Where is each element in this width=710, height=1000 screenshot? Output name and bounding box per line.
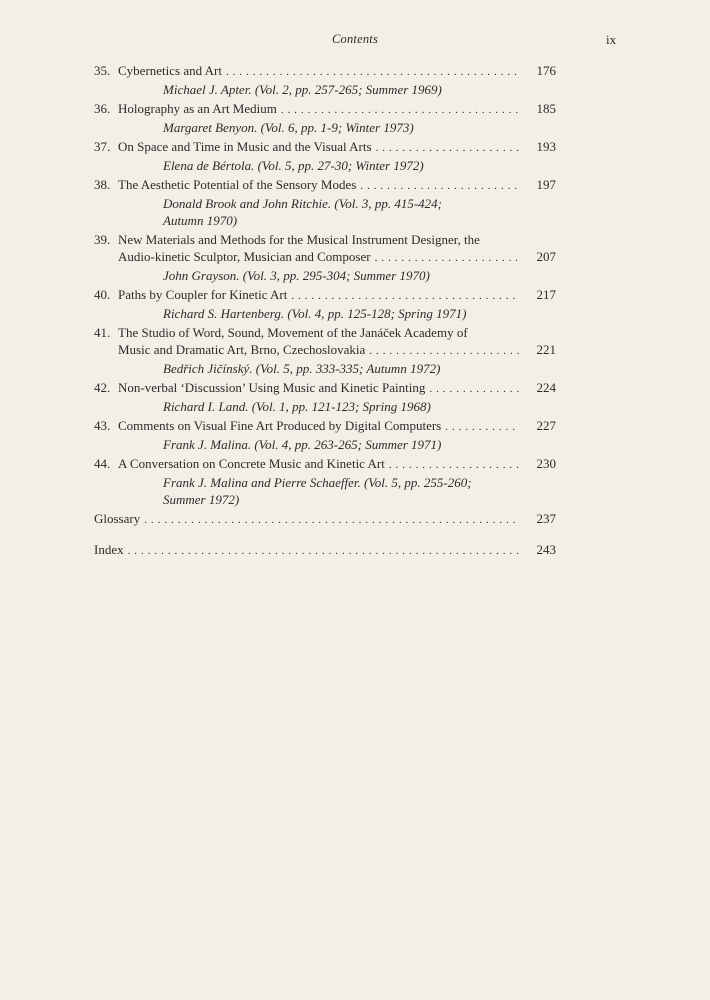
- running-head: Contents: [331, 32, 379, 46]
- entry-page: 185: [536, 101, 556, 116]
- entry-author: Michael J. Apter. (Vol. 2, pp. 257-265; Summer 1969): [163, 82, 442, 97]
- entry-page: 193: [536, 139, 556, 154]
- entry-number: 37.: [94, 139, 111, 154]
- entry-number: 42.: [94, 380, 111, 395]
- entry-page: 207: [536, 249, 556, 264]
- entry-page: 221: [536, 342, 556, 357]
- entry-number: 38.: [94, 177, 111, 192]
- entry-number: 35.: [94, 63, 111, 78]
- entry-title-cont: Music and Dramatic Art, Brno, Czechoslovakia . . .: [118, 341, 519, 360]
- table-of-contents: [94, 62, 556, 561]
- entry-number: 40.: [94, 287, 111, 302]
- entry-author: John Grayson. (Vol. 3, pp. 295-304; Summer 1970): [163, 268, 430, 283]
- entry-page: 227: [536, 418, 556, 433]
- entry-page: 230: [536, 456, 556, 471]
- index-title: Index . . .: [94, 541, 519, 560]
- entry-author: Frank J. Malina and Pierre Schaeffer. (Vol. 5, pp. 255-260;: [163, 475, 472, 490]
- entry-author: Donald Brook and John Ritchie. (Vol. 3, pp. 415-424;: [163, 196, 442, 211]
- toc-glossary: [94, 510, 556, 529]
- entry-number: 39.: [94, 232, 111, 247]
- entry-number: 43.: [94, 418, 111, 433]
- toc-entry-38: [94, 176, 556, 229]
- toc-entry-42: [94, 379, 556, 415]
- entry-title: New Materials and Methods for the Musical Instrument Designer, the: [118, 232, 480, 247]
- entry-author: Bedřich Jičínský. (Vol. 5, pp. 333-335; Autumn 1972): [163, 361, 441, 376]
- glossary-page: 237: [536, 511, 556, 526]
- toc-entry-39: [94, 231, 556, 284]
- entry-title: Holography as an Art Medium . . .: [118, 100, 519, 119]
- page-number: ix: [606, 32, 617, 47]
- entry-author: Richard S. Hartenberg. (Vol. 4, pp. 125-128; Spring 1971): [163, 306, 467, 321]
- entry-author-cont: Autumn 1970): [163, 213, 238, 228]
- entry-title: On Space and Time in Music and the Visual Arts . . .: [118, 138, 519, 157]
- entry-title: The Studio of Word, Sound, Movement of the Janáček Academy of: [118, 325, 468, 340]
- toc-entry-36: [94, 100, 556, 136]
- toc-entry-40: [94, 286, 556, 322]
- entry-author-cont: Summer 1972): [163, 492, 240, 507]
- glossary-title: Glossary . . .: [94, 510, 519, 529]
- entry-number: 44.: [94, 456, 111, 471]
- entry-title: Non-verbal ‘Discussion’ Using Music and Kinetic Painting . . .: [118, 379, 519, 398]
- entry-title-cont: Audio-kinetic Sculptor, Musician and Composer . . .: [118, 248, 519, 267]
- toc-entry-44: [94, 455, 556, 508]
- entry-title: A Conversation on Concrete Music and Kinetic Art . . .: [118, 455, 519, 474]
- entry-title: The Aesthetic Potential of the Sensory Modes . . .: [118, 176, 519, 195]
- entry-author: Frank J. Malina. (Vol. 4, pp. 263-265; Summer 1971): [163, 437, 442, 452]
- entry-author: Elena de Bértola. (Vol. 5, pp. 27-30; Winter 1972): [163, 158, 424, 173]
- entry-author: Margaret Benyon. (Vol. 6, pp. 1-9; Winter 1973): [163, 120, 414, 135]
- entry-page: 224: [536, 380, 556, 395]
- entry-page: 197: [536, 177, 556, 192]
- entry-page: 176: [536, 63, 556, 78]
- index-page: 243: [536, 542, 556, 557]
- toc-entry-43: [94, 417, 556, 453]
- entry-title: Cybernetics and Art . . .: [118, 62, 519, 81]
- toc-entry-35: [94, 62, 556, 98]
- toc-index: [94, 541, 556, 560]
- entry-title: Comments on Visual Fine Art Produced by Digital Computers . . .: [118, 417, 519, 436]
- entry-number: 41.: [94, 325, 111, 340]
- entry-title: Paths by Coupler for Kinetic Art . . .: [118, 286, 519, 305]
- entry-number: 36.: [94, 101, 111, 116]
- toc-entry-41: [94, 324, 556, 377]
- entry-page: 217: [536, 287, 556, 302]
- entry-author: Richard I. Land. (Vol. 1, pp. 121-123; Spring 1968): [163, 399, 431, 414]
- toc-entry-37: [94, 138, 556, 174]
